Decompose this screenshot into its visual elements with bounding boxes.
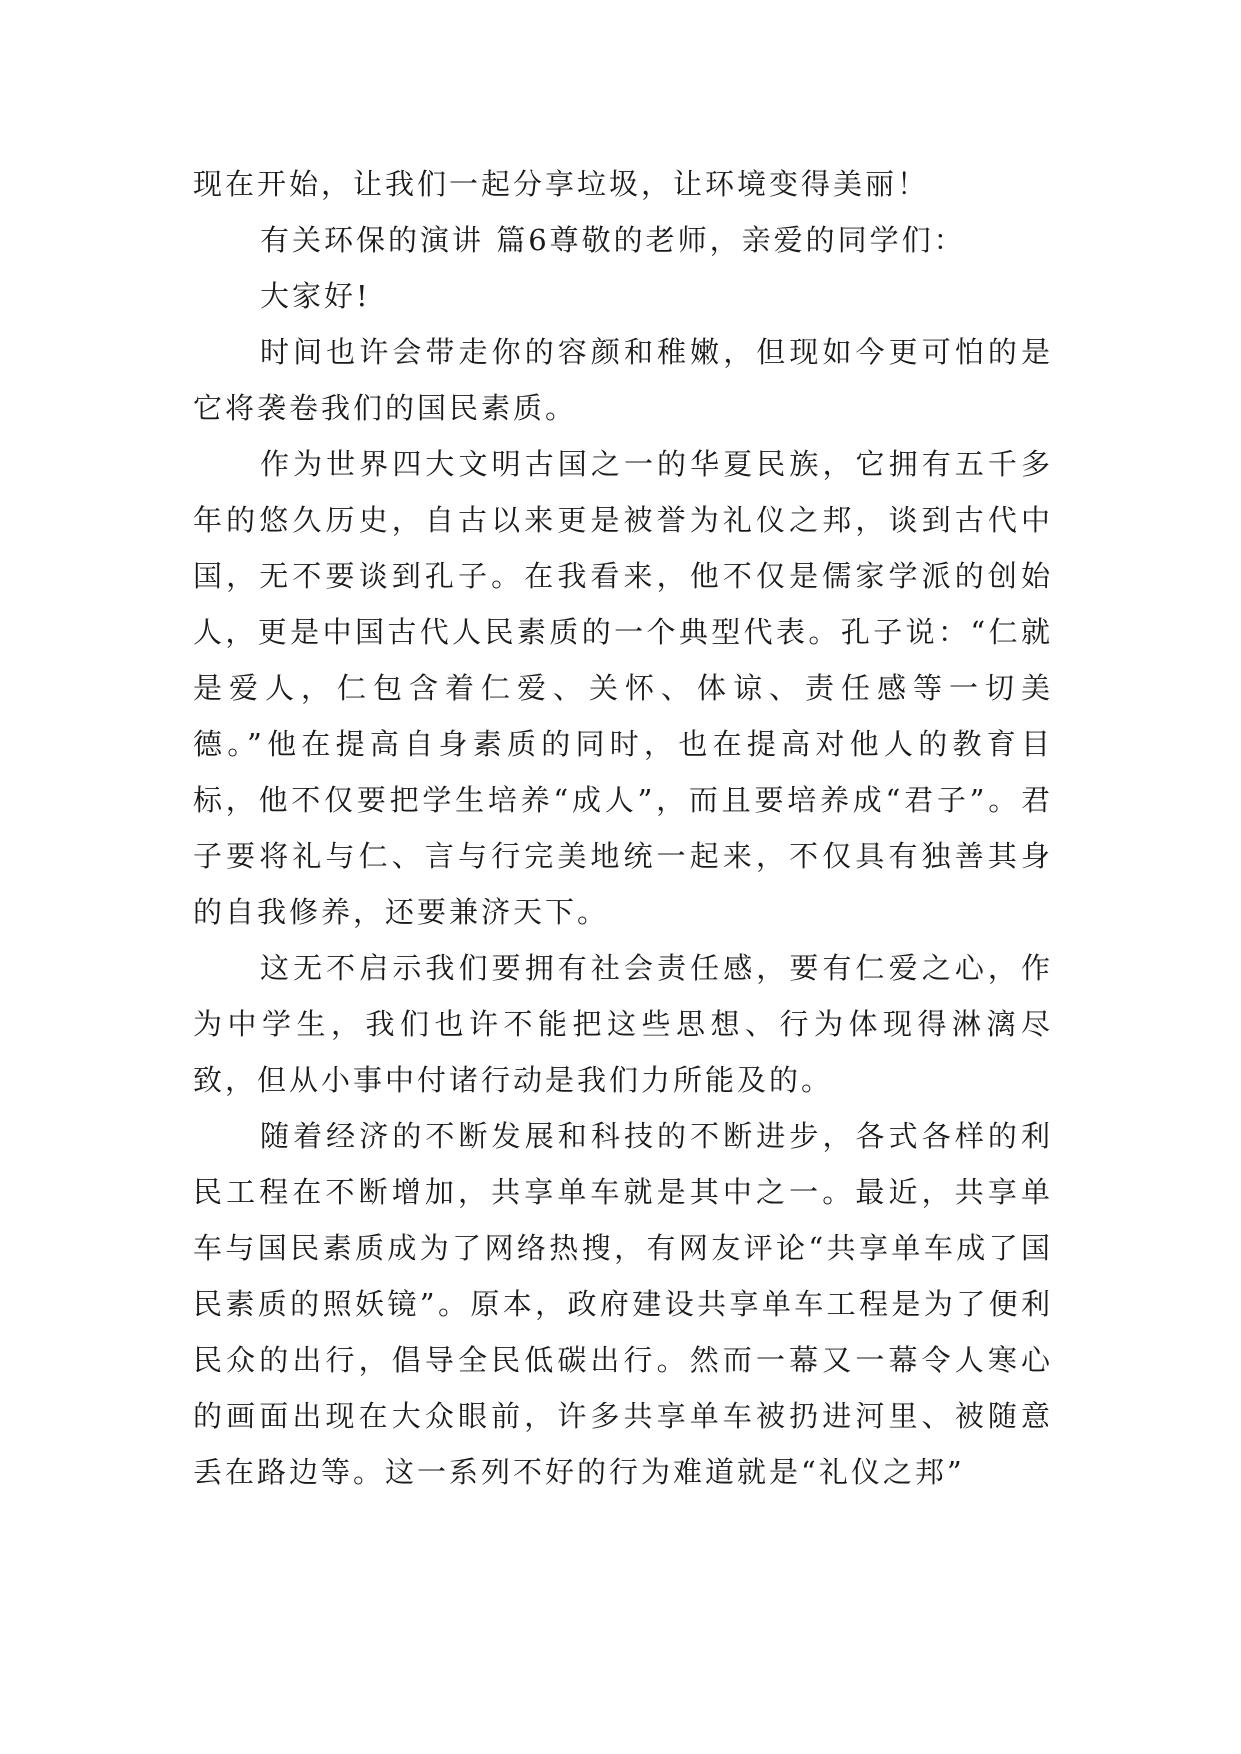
- paragraph-1: 现在开始，让我们一起分享垃圾，让环境变得美丽！: [193, 167, 930, 201]
- document-body: [193, 156, 1053, 1500]
- paragraph-4: 时间也许会带走你的容颜和稚嫩，但现如今更可怕的是它将袭卷我们的国民素质。: [193, 335, 1053, 425]
- paragraph-5: 作为世界四大文明古国之一的华夏民族，它拥有五千多年的悠久历史，自古以来更是被誉为礼仪之邦，谈到古代中国，无不要谈到孔子。在我看来，他不仅是儒家学派的创始人，更是中国古代人民素质的一个典型代表。孔子说：“仁就是爱人，仁包含着仁爱、关怀、体谅、责任感等一切美德。”他在提高自身素质的同时，也在提高对他人的教育目标，他不仅要把学生培养“成人”，而且要培养成“君子”。君子要将礼与仁、言与行完美地统一起来，不仅具有独善其身的自我修养，还要兼济天下。: [193, 447, 1053, 929]
- paragraph-2: 有关环保的演讲 篇6尊敬的老师，亲爱的同学们：: [260, 223, 966, 257]
- paragraph-3: 大家好!: [260, 279, 371, 313]
- paragraph-7: 随着经济的不断发展和科技的不断进步，各式各样的利民工程在不断增加，共享单车就是其中之一。最近，共享单车与国民素质成为了网络热搜，有网友评论“共享单车成了国民素质的照妖镜”。原本，政府建设共享单车工程是为了便利民众的出行，倡导全民低碳出行。然而一幕又一幕令人寒心的画面出现在大众眼前，许多共享单车被扔进河里、被随意丢在路边等。这一系列不好的行为难道就是“礼仪之邦”: [193, 1119, 1053, 1489]
- paragraph-6: 这无不启示我们要拥有社会责任感，要有仁爱之心，作为中学生，我们也许不能把这些思想、行为体现得淋漓尽致，但从小事中付诸行动是我们力所能及的。: [193, 951, 1053, 1097]
